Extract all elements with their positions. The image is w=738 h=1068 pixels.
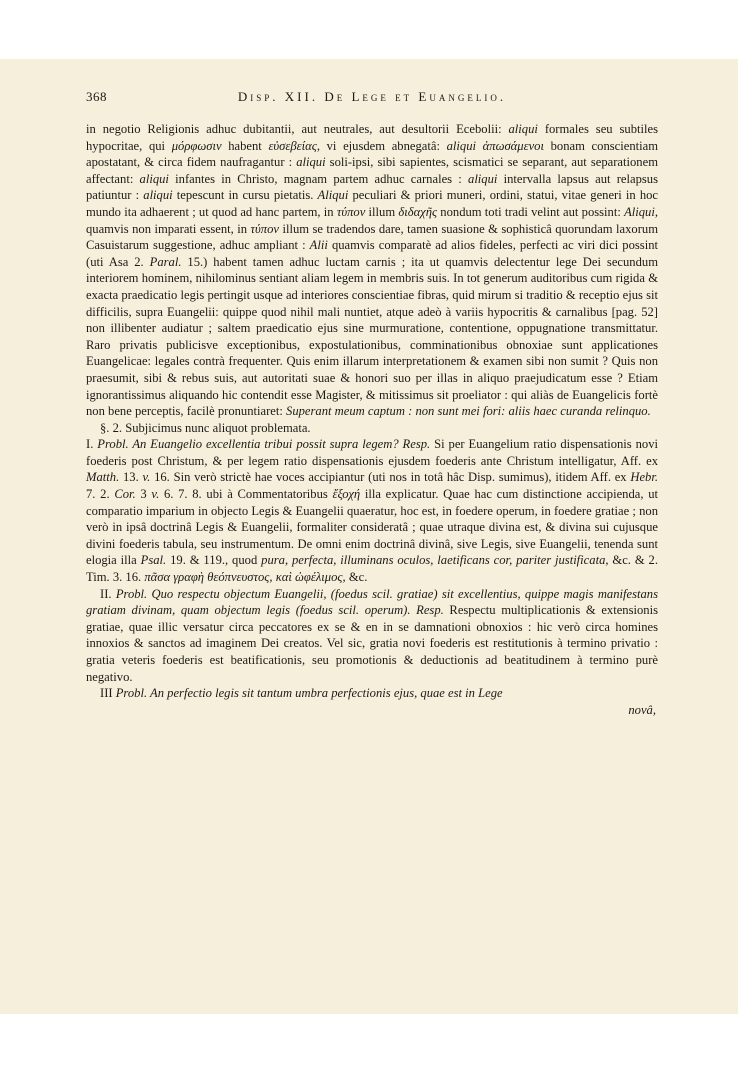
running-title: Disp. XII. De Lege et Euangelio. (237, 89, 507, 104)
running-header (86, 89, 658, 107)
book-page (0, 59, 738, 1014)
paragraph-1: in negotio Religionis adhuc dubitantii, aut neutrales, aut desultorii Ecebolii: aliqui formales seu subtiles hypocritae, qui μόρφωσιν habent εὐσεβείας, vi ejusdem abnegatâ: aliqui ἀπωσάμενοι bonam conscientiam apostatant, & circa fidem naufragantur : aliqui soli-ipsi, sibi sapientes, scismatici se separant, aut separationem affectant: aliqui infantes in Christo, magnam partem adhuc carnales : aliqui intervalla lapsus aut relapsus patiuntur : aliqui tepescunt in cursu pietatis. Aliqui peculiari & priori muneri, ordini, statui, vitae generi in hoc mundo ita adhaerent ; ut quod ad hanc partem, in τύπον illum διδαχῆς nondum toti tradi velint aut possint: Aliqui, quamvis non imparati essent, in τύπον illum se tradendos dare, tamen suasione & sophisticâ quorundam laxorum Casuistarum suggestione, adhuc ampliant : Alii quamvis comparatè ad alios fideles, perfecti ac viri dici possint (uti Asa 2. Paral. 15.) habent tamen adhuc luctam carnis ; ita ut quamvis delectentur lege Dei secundum interiorem hominem, nihilominus sentiant aliam legem in membris suis. In tot generum auditoribus cum rigida & exacta praedicatio legis pertingit usque ad interiores conscientiae fibras, quid mirum si traditio & receptio ejus sit difficilis, supra Euangelii: quippe quod nihil mali nuntiet, atque adeò à variis hypocritis & carnalibus [pag. 52] non illibenter audiatur ; saltem praedicatio ejus sine murmuratione, contentione, oppugnatione transmittatur. Raro privatis publicisve exceptionibus, expostulationibus, comminationibus obnoxiae sunt applicationes Euangelicae: legales contrà frequenter. Quis enim illarum interpretationem & examen sibi non sumit ? Quis non praesumit, sibi & rebus suis, aut autoritati suae & honori suo per illas in aliquo praejudicatum esse ? Etiam ignorantissimus aliquando hic contendit esse Magister, & mitissimus sit proeliator : qui aliàs de Euangelicis fortè non bene perceptis, facilè pronuntiaret: Superant meum captum : non sunt mei fori: aliis haec curanda relinquo. (86, 122, 659, 419)
problem-3: III Probl. An perfectio legis sit tantum umbra perfectionis ejus, quae est in Lege (100, 686, 503, 701)
page-number: 368 (86, 89, 107, 104)
problem-2: II. Probl. Quo respectu objectum Euangelii, (foedus scil. gratiae) sit excellentius, quippe magis manifestans gratiam divinam, quam objectum legis (foedus scil. operum). Resp. Respectu multiplicationis & extensionis gratiae, quae illic versatur circa peccatores ex se & en in se damnationi obnoxios : hic verò circa homines innoxios & sanctos ad imaginem Dei creatos. Vel sic, gratia novi foederis est restitutionis à termino privatio : gratia veteris foederis est beatificationis, seu promotionis & deductionis ad beatitudinem à termino purè negativo. (86, 586, 659, 684)
section-2-heading: §. 2. Subjicimus nunc aliquot problemata. (100, 420, 311, 435)
body-text (86, 121, 658, 718)
problem-1: I. Probl. An Euangelio excellentia tribui possit supra legem? Resp. Si per Euangelium ratio dispensationis novi foederis post Christum, & per legem ratio dispensationis ejusdem foederis ante Christum intelligatur, Aff. ex Matth. 13. v. 16. Sin verò strictè hae voces accipiantur (uti nos in totâ hâc Disp. sumimus), itidem Aff. ex Hebr. 7. 2. Cor. 3 v. 6. 7. 8. ubi à Commentatoribus ἔξοχή illa explicatur. Quae hac cum distinctione accipienda, ut comparatio imparium in objecto Legis & Euangelii quaeratur, hoc est, in foedere operum, in foedere gratiae ; non verò in ipsâ doctrinâ Legis & Euangelii, formaliter consideratâ ; quae utraque divina est, & divina sui cujusque divini foederis tabula, seu instrumentum. De omni enim doctrinâ divinâ, sive Legis, sive Euangelii, tenenda sunt elogia illa Psal. 19. & 119., quod pura, perfecta, illuminans oculos, laetificans cor, pariter justificata, &c. & 2. Tim. 3. 16. πᾶσα γραφὴ θεόπνευστος, καὶ ὠφέλιμος, &c. (86, 437, 659, 585)
catchword: novâ, (628, 702, 656, 717)
